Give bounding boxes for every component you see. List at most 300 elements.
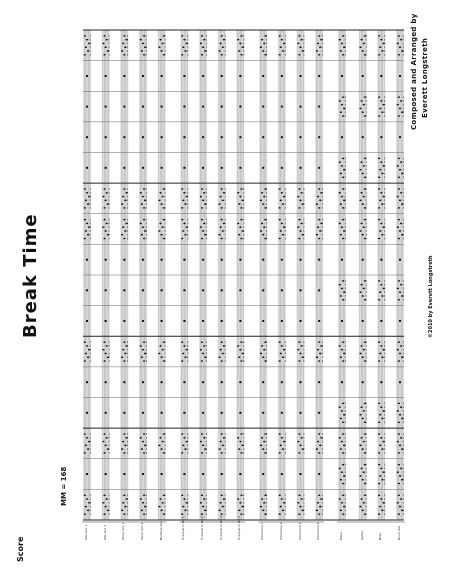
instrument-label: Trumpet in Bb 3 <box>218 516 223 540</box>
rest <box>161 75 163 77</box>
note-head <box>186 502 188 504</box>
instrument-label: Alto Sax 1 <box>84 524 88 540</box>
note-head <box>184 448 186 450</box>
note-head <box>123 219 125 221</box>
note-head <box>223 437 225 439</box>
note-head <box>144 506 146 508</box>
note-head <box>398 299 400 301</box>
note-head <box>201 513 203 515</box>
note-head <box>264 238 266 240</box>
note-head <box>398 176 400 178</box>
note-head <box>364 433 366 435</box>
note-head <box>343 506 345 508</box>
note-head <box>261 437 263 439</box>
note-head <box>379 169 381 171</box>
note-head <box>381 203 383 205</box>
rest <box>105 289 107 291</box>
note-head <box>237 437 239 439</box>
note-head <box>362 510 364 512</box>
note-head <box>201 341 203 343</box>
note-head <box>121 356 123 358</box>
note-head <box>186 196 188 198</box>
note-head <box>181 360 183 362</box>
note-head <box>202 46 204 48</box>
note-head <box>378 433 380 435</box>
note-head <box>398 513 400 515</box>
note-head <box>341 502 343 504</box>
note-head <box>260 353 262 355</box>
note-head <box>297 196 299 198</box>
note-head <box>299 445 301 447</box>
note-head <box>86 345 88 347</box>
rest <box>86 106 88 108</box>
instrument-label: Trombone 1 <box>260 522 265 540</box>
note-head <box>124 230 126 232</box>
note-head <box>283 349 285 351</box>
note-head <box>318 188 320 190</box>
note-head <box>182 445 184 447</box>
note-head <box>399 108 401 110</box>
note-head <box>364 452 366 454</box>
rest <box>161 167 163 169</box>
note-head <box>297 226 299 228</box>
note-head <box>84 207 86 209</box>
note-head <box>399 475 401 477</box>
rest <box>239 259 241 261</box>
note-head <box>186 43 188 45</box>
note-head <box>362 50 364 52</box>
note-head <box>102 226 104 228</box>
note-head <box>398 280 400 282</box>
note-head <box>201 238 203 240</box>
rest <box>161 259 163 261</box>
rest <box>239 473 241 475</box>
note-head <box>318 207 320 209</box>
rest <box>142 381 144 383</box>
note-head <box>125 345 127 347</box>
note-head <box>397 226 399 228</box>
note-head <box>84 54 86 56</box>
note-head <box>124 445 126 447</box>
note-head <box>318 433 320 435</box>
note-head <box>181 452 183 454</box>
note-head <box>378 421 380 423</box>
rest <box>183 136 185 138</box>
note-head <box>241 46 243 48</box>
note-head <box>184 203 186 205</box>
note-head <box>380 39 382 41</box>
rest <box>202 106 204 108</box>
note-head <box>238 356 240 358</box>
rest <box>380 75 382 77</box>
note-head <box>359 353 361 355</box>
note-head <box>382 43 384 45</box>
note-head <box>359 169 361 171</box>
note-head <box>359 291 361 293</box>
note-head <box>298 219 300 221</box>
note-head <box>221 513 223 515</box>
note-head <box>342 96 344 98</box>
note-head <box>144 200 146 202</box>
note-head <box>85 353 87 355</box>
rest <box>105 259 107 261</box>
note-head <box>221 207 223 209</box>
note-head <box>140 345 142 347</box>
note-head <box>399 506 401 508</box>
rest <box>300 259 302 261</box>
note-head <box>364 176 366 178</box>
note-head <box>203 498 205 500</box>
note-head <box>317 441 319 443</box>
rest <box>105 106 107 108</box>
note-head <box>181 494 183 496</box>
note-head <box>87 203 89 205</box>
rest <box>362 136 364 138</box>
note-head <box>143 35 145 37</box>
note-head <box>397 165 399 167</box>
note-head <box>220 349 222 351</box>
rest <box>239 136 241 138</box>
note-head <box>320 39 322 41</box>
rest <box>86 167 88 169</box>
note-head <box>163 238 165 240</box>
note-head <box>382 196 384 198</box>
note-head <box>400 223 402 225</box>
note-head <box>319 200 321 202</box>
rest <box>380 259 382 261</box>
note-head <box>380 437 382 439</box>
note-head <box>87 510 89 512</box>
note-head <box>398 494 400 496</box>
note-head <box>280 445 282 447</box>
note-head <box>88 226 90 228</box>
note-head <box>158 506 160 508</box>
note-head <box>339 406 341 408</box>
note-head <box>359 475 361 477</box>
instrument-label: Trumpet in Bb 4 <box>237 516 242 540</box>
note-head <box>379 445 381 447</box>
note-head <box>363 349 365 351</box>
note-head <box>339 468 341 470</box>
note-head <box>318 54 320 56</box>
note-head <box>398 433 400 435</box>
note-head <box>378 188 380 190</box>
note-head <box>201 188 203 190</box>
rest <box>123 473 125 475</box>
note-head <box>398 219 400 221</box>
note-head <box>400 192 402 194</box>
rest <box>239 320 241 322</box>
piece-title: Break Time <box>20 213 41 338</box>
note-head <box>261 192 263 194</box>
note-head <box>158 230 160 232</box>
note-head <box>163 207 165 209</box>
note-head <box>320 192 322 194</box>
note-head <box>297 502 299 504</box>
note-head <box>382 165 384 167</box>
note-head <box>202 445 204 447</box>
rest <box>221 473 223 475</box>
composer-name: Everett Longstreth <box>421 37 429 118</box>
note-head <box>363 165 365 167</box>
rest <box>105 136 107 138</box>
note-head <box>182 200 184 202</box>
rest <box>123 289 125 291</box>
note-head <box>84 341 86 343</box>
note-head <box>378 452 380 454</box>
note-head <box>378 483 380 485</box>
note-head <box>398 54 400 56</box>
note-head <box>240 360 242 362</box>
note-head <box>317 43 319 45</box>
note-head <box>241 445 243 447</box>
note-head <box>263 43 265 45</box>
note-head <box>84 238 86 240</box>
note-head <box>319 353 321 355</box>
note-head <box>182 46 184 48</box>
note-head <box>342 464 344 466</box>
note-head <box>237 345 239 347</box>
note-head <box>183 345 185 347</box>
note-head <box>163 341 165 343</box>
note-head <box>343 200 345 202</box>
note-head <box>364 494 366 496</box>
note-head <box>84 513 86 515</box>
note-head <box>106 223 108 225</box>
note-head <box>283 441 285 443</box>
note-head <box>123 513 125 515</box>
note-head <box>262 510 264 512</box>
note-head <box>341 165 343 167</box>
note-head <box>379 230 381 232</box>
note-head <box>203 223 205 225</box>
rest <box>281 136 283 138</box>
note-head <box>240 494 242 496</box>
note-head <box>364 158 366 160</box>
note-head <box>88 441 90 443</box>
note-head <box>163 452 165 454</box>
note-head <box>401 50 403 52</box>
note-head <box>143 188 145 190</box>
note-head <box>86 437 88 439</box>
note-head <box>342 188 344 190</box>
rest <box>281 259 283 261</box>
note-head <box>343 445 345 447</box>
note-head <box>339 345 341 347</box>
note-head <box>401 479 403 481</box>
rest <box>318 259 320 261</box>
instrument-label: Alto Sax 2 <box>102 524 107 540</box>
note-head <box>400 39 402 41</box>
note-head <box>200 349 202 351</box>
rest <box>161 473 163 475</box>
note-head <box>86 498 88 500</box>
note-head <box>84 188 86 190</box>
note-head <box>122 349 124 351</box>
note-head <box>362 111 364 113</box>
note-head <box>364 115 366 117</box>
rest <box>262 381 264 383</box>
note-head <box>363 410 365 412</box>
note-head <box>364 188 366 190</box>
rest <box>262 320 264 322</box>
note-head <box>342 176 344 178</box>
instrument-label: Trombone 4 <box>316 522 321 540</box>
note-head <box>264 341 266 343</box>
note-head <box>398 238 400 240</box>
note-head <box>222 230 224 232</box>
note-head <box>282 356 284 358</box>
note-head <box>102 43 104 45</box>
note-head <box>282 203 284 205</box>
rest <box>183 473 185 475</box>
note-head <box>240 341 242 343</box>
note-head <box>382 349 384 351</box>
note-head <box>260 200 262 202</box>
note-head <box>379 414 381 416</box>
note-head <box>299 46 301 48</box>
note-head <box>200 43 202 45</box>
note-head <box>203 39 205 41</box>
note-head <box>298 35 300 37</box>
note-head <box>87 448 89 450</box>
note-head <box>359 200 361 202</box>
note-head <box>182 506 184 508</box>
note-head <box>381 479 383 481</box>
note-head <box>105 230 107 232</box>
note-head <box>122 502 124 504</box>
note-head <box>142 349 144 351</box>
note-head <box>364 360 366 362</box>
note-head <box>398 360 400 362</box>
note-head <box>359 445 361 447</box>
note-head <box>181 54 183 56</box>
rest <box>221 106 223 108</box>
note-head <box>123 54 125 56</box>
note-head <box>381 50 383 52</box>
note-head <box>398 207 400 209</box>
note-head <box>239 196 241 198</box>
note-head <box>121 448 123 450</box>
rest <box>86 136 88 138</box>
rest <box>318 412 320 414</box>
rest <box>318 473 320 475</box>
note-head <box>399 200 401 202</box>
note-head <box>340 203 342 205</box>
note-head <box>398 115 400 117</box>
rest <box>123 75 125 77</box>
rest <box>399 259 401 261</box>
instrument-label: Tenor Sax 1 <box>121 522 126 540</box>
note-head <box>218 50 220 52</box>
rest <box>86 412 88 414</box>
note-head <box>239 502 241 504</box>
note-head <box>203 437 205 439</box>
rest <box>239 167 241 169</box>
note-head <box>342 483 344 485</box>
note-head <box>201 494 203 496</box>
note-head <box>86 192 88 194</box>
note-head <box>221 219 223 221</box>
rest <box>183 106 185 108</box>
note-head <box>362 418 364 420</box>
note-head <box>382 226 384 228</box>
rest <box>399 136 401 138</box>
note-head <box>141 356 143 358</box>
instrument-label: Drum Set <box>397 525 401 540</box>
note-head <box>398 483 400 485</box>
note-head <box>88 196 90 198</box>
note-head <box>102 502 104 504</box>
note-head <box>280 200 282 202</box>
note-head <box>342 115 344 117</box>
rest <box>183 259 185 261</box>
note-head <box>318 360 320 362</box>
note-head <box>143 341 145 343</box>
note-head <box>363 196 365 198</box>
note-head <box>200 196 202 198</box>
note-head <box>220 502 222 504</box>
rest <box>86 473 88 475</box>
rest <box>123 320 125 322</box>
note-head <box>142 43 144 45</box>
instrument-label: Piano <box>338 531 343 540</box>
rest <box>86 259 88 261</box>
note-head <box>107 234 109 236</box>
rest <box>105 320 107 322</box>
rest <box>183 167 185 169</box>
note-head <box>238 234 240 236</box>
rest <box>362 381 364 383</box>
note-head <box>280 230 282 232</box>
note-head <box>85 230 87 232</box>
note-head <box>301 223 303 225</box>
note-head <box>186 349 188 351</box>
note-head <box>123 341 125 343</box>
note-head <box>318 341 320 343</box>
note-head <box>241 200 243 202</box>
note-head <box>85 506 87 508</box>
note-head <box>103 433 105 435</box>
note-head <box>378 403 380 405</box>
note-head <box>105 353 107 355</box>
note-head <box>280 506 282 508</box>
note-head <box>298 238 300 240</box>
note-head <box>105 445 107 447</box>
note-head <box>163 513 165 515</box>
note-head <box>221 433 223 435</box>
note-head <box>364 96 366 98</box>
note-head <box>260 230 262 232</box>
note-head <box>237 223 239 225</box>
note-head <box>381 111 383 113</box>
note-head <box>343 414 345 416</box>
note-head <box>158 353 160 355</box>
rest <box>202 289 204 291</box>
note-head <box>263 226 265 228</box>
note-head <box>223 498 225 500</box>
note-head <box>339 39 341 41</box>
note-head <box>401 356 403 358</box>
note-head <box>382 441 384 443</box>
note-head <box>279 207 281 209</box>
note-head <box>141 510 143 512</box>
note-head <box>378 360 380 362</box>
rest <box>105 75 107 77</box>
rest <box>221 136 223 138</box>
note-head <box>360 437 362 439</box>
note-head <box>343 475 345 477</box>
